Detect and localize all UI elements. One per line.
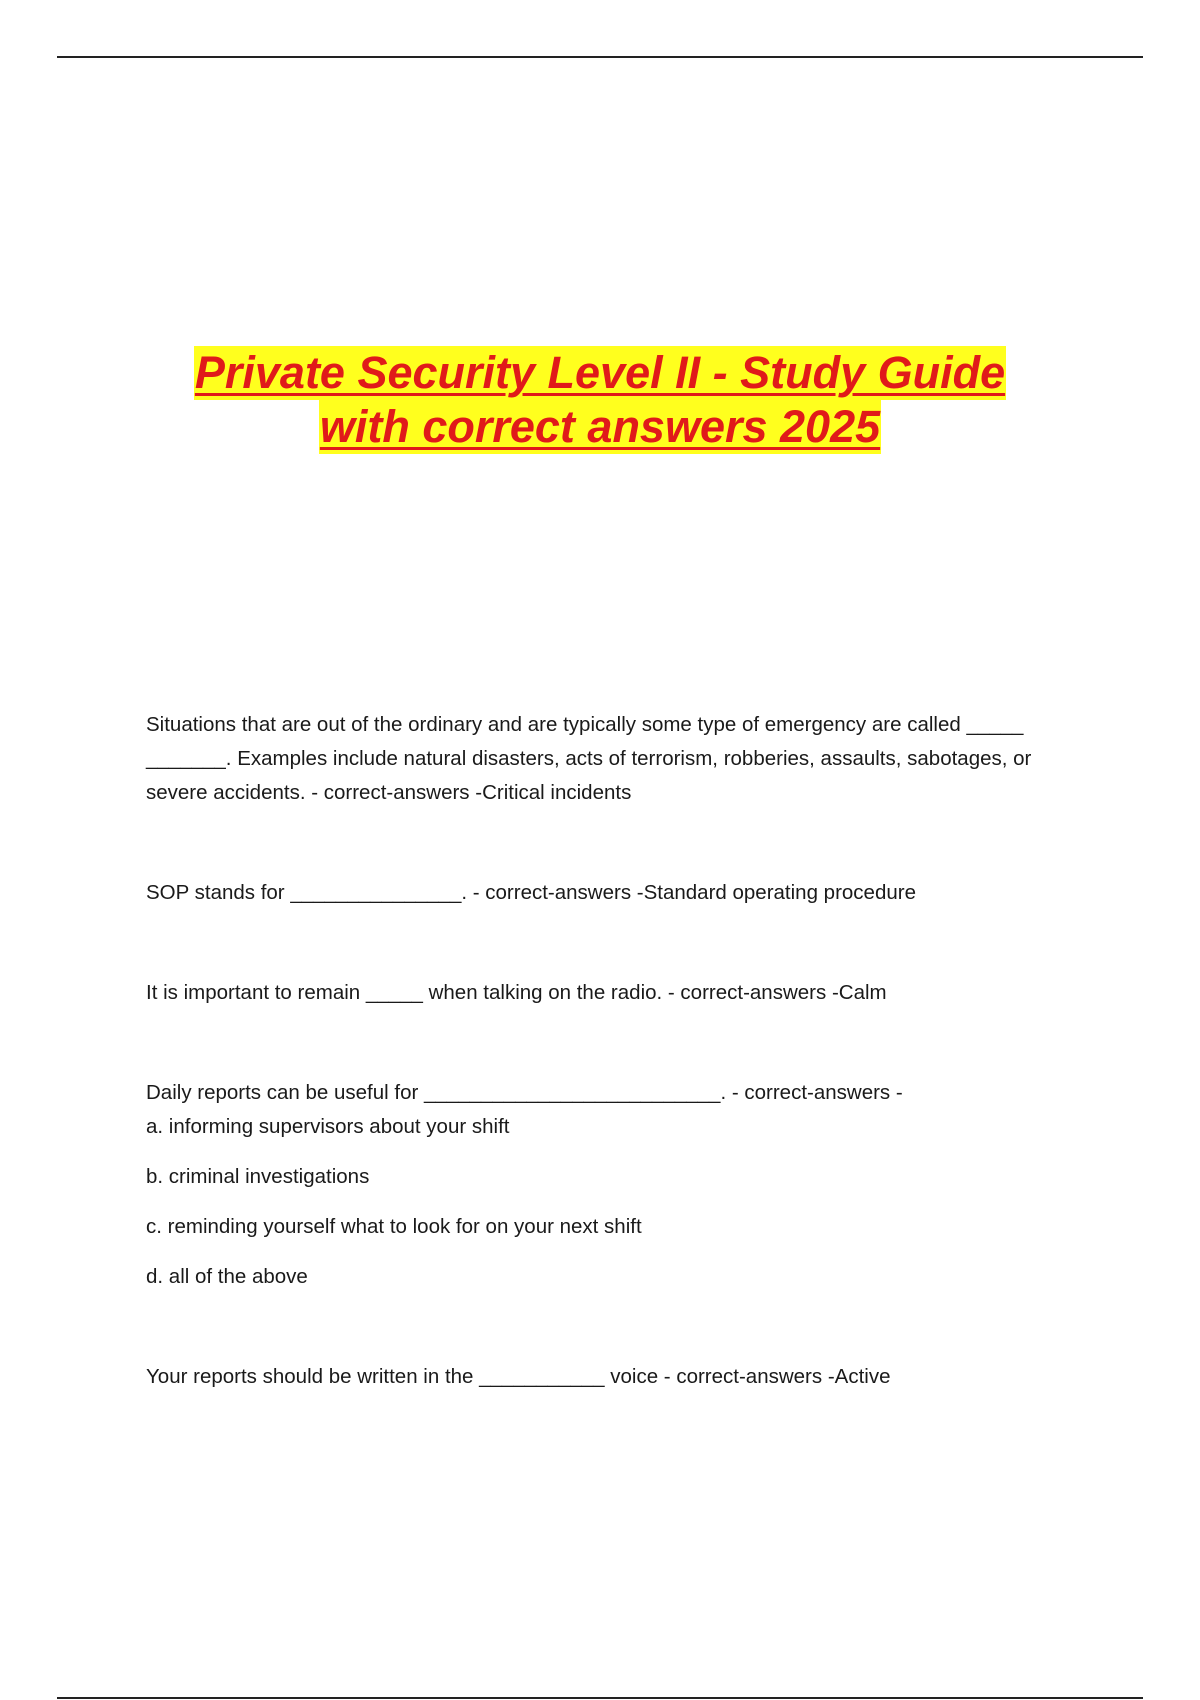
question-list bbox=[146, 708, 1091, 1394]
question-5: Your reports should be written in the ___________ voice - correct-answers -Active bbox=[146, 1365, 891, 1388]
question-1: Situations that are out of the ordinary and are typically some type of emergency are called _____ _______. Examples include natural disasters, acts of terrorism, robberies, assaults, sabotages, or severe accidents. - correct-answers -Critical incidents bbox=[146, 713, 1032, 804]
question-4-options bbox=[146, 1110, 1091, 1294]
question-3: It is important to remain _____ when talking on the radio. - correct-answers -Calm bbox=[146, 981, 887, 1004]
document-title bbox=[0, 346, 1200, 454]
top-rule bbox=[57, 56, 1143, 58]
option-d: d. all of the above bbox=[146, 1265, 308, 1288]
bottom-rule bbox=[57, 1697, 1143, 1699]
option-c: c. reminding yourself what to look for on your next shift bbox=[146, 1215, 642, 1238]
title-line-1: Private Security Level II - Study Guide bbox=[194, 347, 1006, 398]
question-2: SOP stands for _______________. - correct-answers -Standard operating procedure bbox=[146, 881, 916, 904]
title-line-2: with correct answers 2025 bbox=[319, 401, 881, 452]
question-4 bbox=[146, 1076, 1091, 1294]
option-b: b. criminal investigations bbox=[146, 1165, 370, 1188]
question-4-stem: Daily reports can be useful for __________________________. - correct-answers - bbox=[146, 1081, 903, 1104]
option-a: a. informing supervisors about your shift bbox=[146, 1115, 510, 1138]
